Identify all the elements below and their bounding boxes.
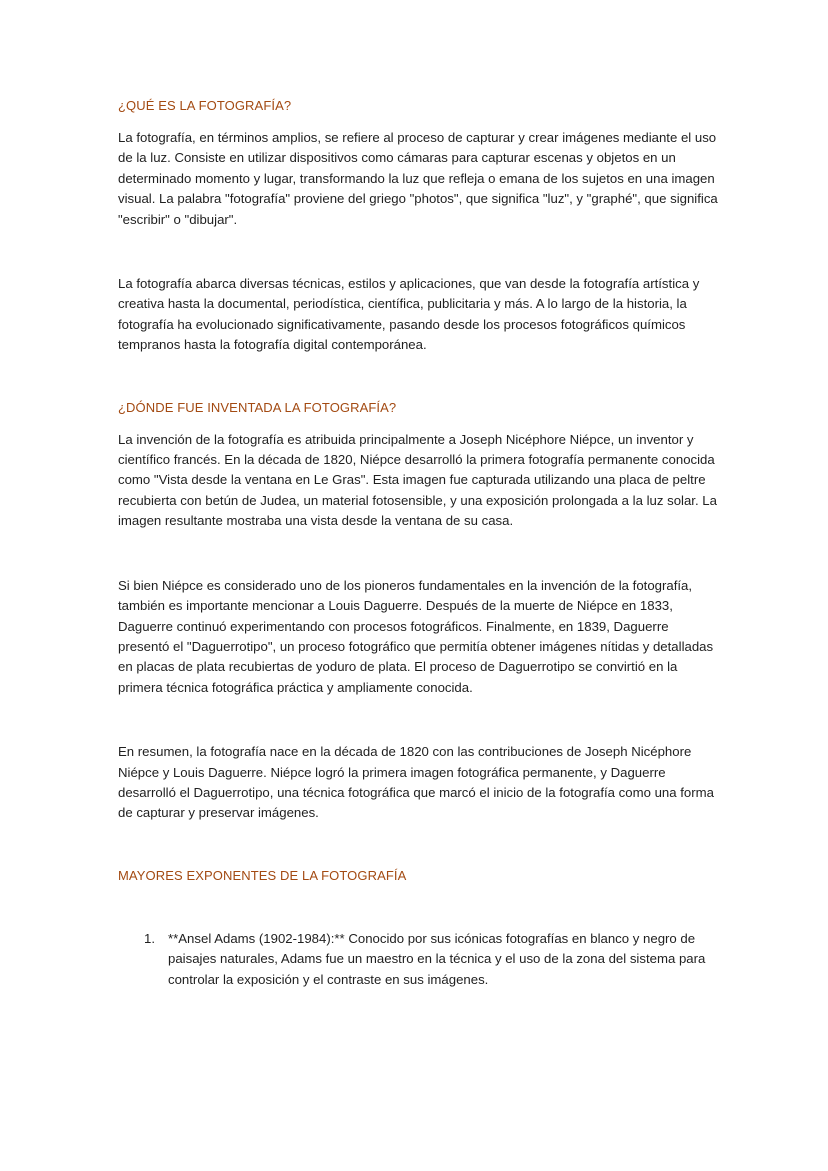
paragraph: En resumen, la fotografía nace en la década de 1820 con las contribuciones de Joseph Nicéphore Niépce y Louis Daguerre. Niépce logró la primera imagen fotográfica permanente, y Daguerre desarrolló el Daguerrotipo, una técnica fotográfica que marcó el inicio de la fotografía como una forma de capturar y preservar imágenes. — [118, 744, 714, 821]
exponents-list — [118, 929, 718, 990]
paragraph: La invención de la fotografía es atribuida principalmente a Joseph Nicéphore Niépce, un inventor y científico francés. En la década de 1820, Niépce desarrolló la primera fotografía permanente conocida como "Vista desde la ventana en Le Gras". Esta imagen fue capturada utilizando una placa de peltre recubierta con betún de Judea, un material fotosensible, y una exposición prolongada a la luz solar. La imagen resultante mostraba una vista desde la ventana de su casa. — [118, 431, 717, 529]
section-heading-mayores-exponentes: MAYORES EXPONENTES DE LA FOTOGRAFÍA — [118, 867, 407, 883]
paragraph: Si bien Niépce es considerado uno de los pioneros fundamentales en la invención de la fotografía, también es importante mencionar a Louis Daguerre. Después de la muerte de Niépce en 1833, Daguerre continuó experimentando con procesos fotográficos. Finalmente, en 1839, Daguerre presentó el "Daguerrotipo", un proceso fotográfico que permitía obtener imágenes nítidas y detalladas en placas de plata recubiertas de yoduro de plata. El proceso de Daguerrotipo se convirtió en la primera técnica fotográfica práctica y ampliamente conocida. — [118, 577, 714, 695]
list-item — [118, 929, 718, 990]
document-page — [118, 98, 718, 990]
list-item-number: 1. — [144, 930, 155, 946]
section-heading-que-es: ¿QUÉ ES LA FOTOGRAFÍA? — [118, 98, 292, 113]
section-heading-donde-fue-inventada: ¿DÓNDE FUE INVENTADA LA FOTOGRAFÍA? — [118, 399, 397, 415]
list-item-text: **Ansel Adams (1902-1984):** Conocido por sus icónicas fotografías en blanco y negro de paisajes naturales, Adams fue un maestro en la técnica y el uso de la zona del sistema para controlar la exposición y el contraste en sus imágenes. — [168, 930, 706, 987]
paragraph: La fotografía abarca diversas técnicas, estilos y aplicaciones, que van desde la fotografía artística y creativa hasta la documental, periodística, científica, publicitaria y más. A lo largo de la historia, la fotografía ha evolucionado significativamente, pasando desde los procesos fotográficos químicos tempranos hasta la fotografía digital contemporánea. — [118, 276, 700, 353]
paragraph: La fotografía, en términos amplios, se refiere al proceso de capturar y crear imágenes mediante el uso de la luz. Consiste en utilizar dispositivos como cámaras para capturar escenas y objetos en un determinado momento y lugar, transformando la luz que refleja o emana de los sujetos en una imagen visual. La palabra "fotografía" proviene del griego "photos", que significa "luz", y "graphé", que significa "escribir" o "dibujar". — [118, 130, 718, 227]
